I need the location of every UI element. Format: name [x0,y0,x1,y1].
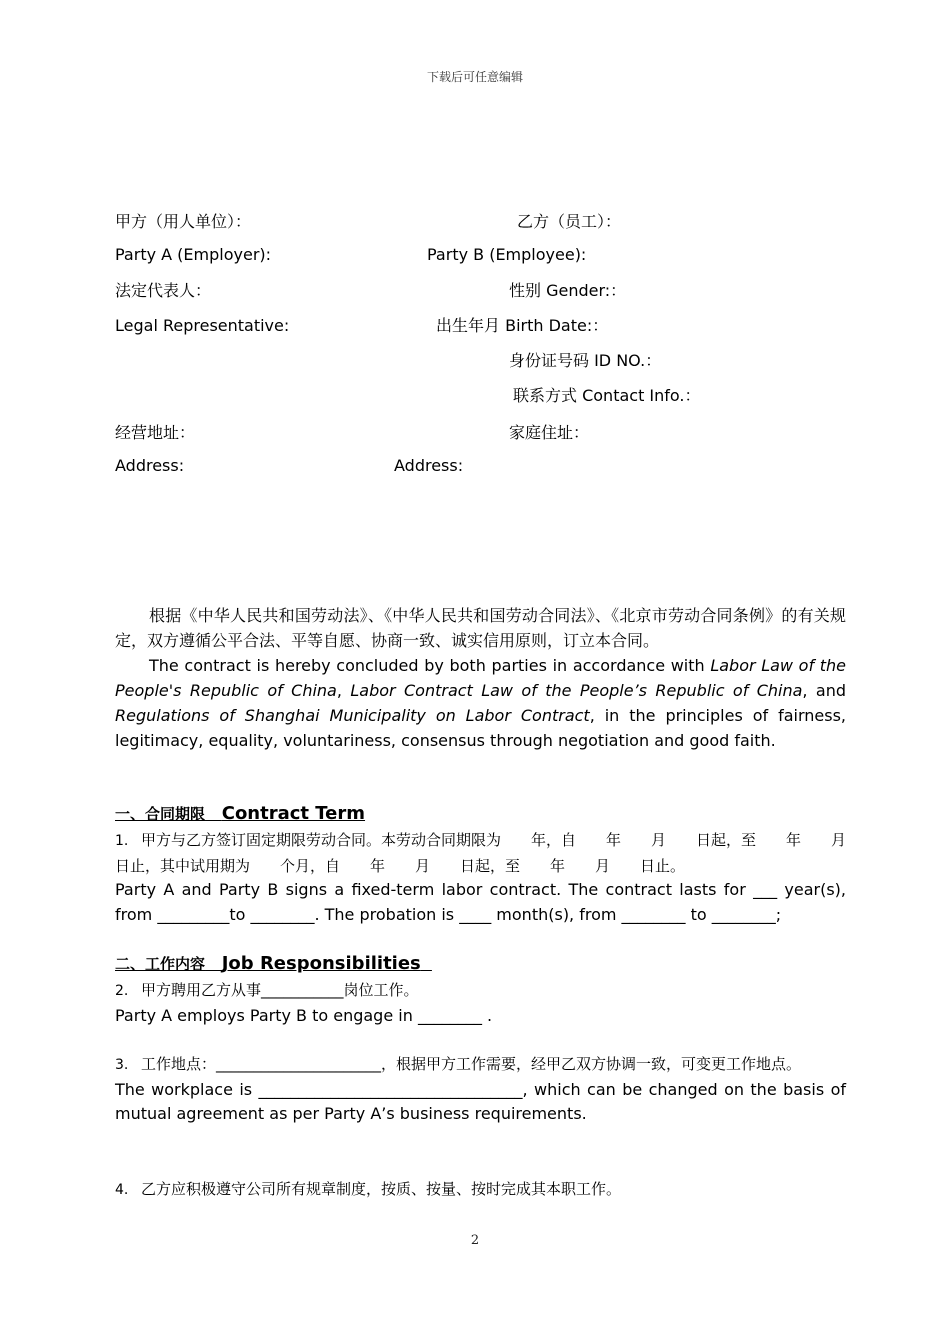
clause-1-cn: 甲方与乙方签订固定期限劳动合同。本劳动合同期限为 年，自 年 月 日起，至 年 月 日止，其中试用期为 个月，自 年 月 日起，至 年 月 日止。 [115,831,877,875]
preamble [115,603,846,753]
law-title-shanghai-regulations: Regulations of Shanghai Municipality on Labor Contract [115,706,590,725]
legal-rep-label-cn: 法定代表人： [115,281,212,300]
clause-4-number: 4. [115,1182,129,1198]
preamble-cn: 根据《中华人民共和国劳动法》、《中华人民共和国劳动合同法》、《北京市劳动合同条例》的有关规定，双方遵循公平合法、平等自愿、协商一致、诚实信用原则，订立本合同。 [115,606,846,650]
party-a-label-en: Party A (Employer): [115,245,272,264]
id-number-label: 身份证号码 ID NO.： [509,351,662,370]
party-b-label-cn: 乙方（员工）： [517,212,622,231]
gender-label: 性别 Gender:： [509,281,627,300]
business-address-label-cn: 经营地址： [115,423,196,442]
party-b-address-label-en: Address: [394,456,464,475]
clause-1-en: Party A and Party B signs a fixed-term labor contract. The contract lasts for ___ year(s), from _________to ________. The probation is ____ month(s), from ________ to ________; [115,880,846,924]
birth-date-label: 出生年月 Birth Date:： [436,316,609,335]
clause-1 [115,828,877,927]
clause-2 [115,978,846,1028]
clause-2-cn: 甲方聘用乙方从事___________岗位工作。 [141,981,419,999]
party-a-label-cn: 甲方（用人单位）： [115,212,252,231]
clause-3-number: 3. [115,1057,129,1073]
clause-2-en: Party A employs Party B to engage in ________ . [115,1005,493,1025]
clause-4 [115,1177,846,1203]
clause-3-cn: 工作地点：______________________，根据甲方工作需要，经甲乙双方协调一致，可变更工作地点。 [141,1055,802,1073]
law-title-labor-law: Labor Law of the People's Republic of China [115,656,847,700]
section-1-title-cn: 一、合同期限 [115,805,206,823]
clause-3-en: The workplace is _________________________________, which can be changed on the basis of mutual agreement as per Party A’s business requirements. [115,1079,846,1123]
law-title-labor-contract-law: Labor Contract Law of the People’s Republic of China [350,681,803,700]
party-b-label-en: Party B (Employee): [427,245,587,264]
clause-3 [115,1052,846,1127]
clause-2-number: 2. [115,983,129,999]
section-contract-term-heading [115,801,846,827]
contact-info-label: 联系方式 Contact Info.： [513,386,701,405]
page-number: 2 [470,1233,480,1248]
clause-4-cn: 乙方应积极遵守公司所有规章制度，按质、按量、按时完成其本职工作。 [141,1180,622,1198]
page-header: 下载后可任意编辑 [426,70,523,84]
section-1-title-en: Contract Term [221,803,366,824]
clause-1-number: 1. [115,833,129,849]
section-2-title-en: Job Responsibilities [221,953,421,974]
section-2-title-cn: 二、工作内容 [115,955,206,973]
home-address-label-cn: 家庭住址： [509,423,590,442]
legal-rep-label-en: Legal Representative: [115,316,290,335]
section-job-responsibilities-heading [115,951,846,977]
preamble-en: The contract is hereby concluded by both parties in accordance with Labor Law of the People's Republic of China, Labor Contract Law of the People’s Republic of China, and Regulations of Shanghai Municipality on Labor Contract, in the principles of fairness, legitimacy, equality, voluntariness, consensus through negotiation and good faith. [115,656,847,750]
party-a-address-label-en: Address: [115,456,185,475]
